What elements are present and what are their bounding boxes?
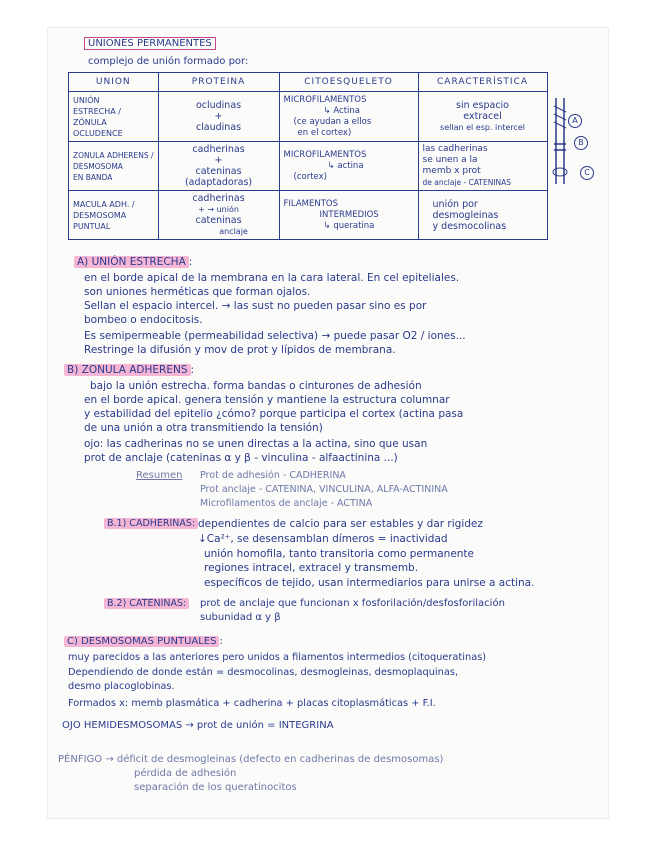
subsection-b2-line: subunidad α y β <box>200 612 281 623</box>
page-title <box>84 38 216 49</box>
footer-line: pérdida de adhesión <box>134 768 237 779</box>
section-a-line: Sellan el espacio intercel. → las sust no pueden pasar sino es por <box>84 300 427 312</box>
section-b-line: en el borde apical. genera tensión y mantiene la estructura columnar <box>84 394 450 406</box>
section-b-heading: B) ZONULA ADHERENS : <box>64 364 194 376</box>
union-table <box>68 72 548 240</box>
table-row <box>69 191 548 240</box>
table-cell: las cadherinas se unen a la memb x prot de anclaje - CATENINAS <box>418 142 547 191</box>
section-c-line: desmo placoglobinas. <box>68 681 175 692</box>
section-b-line: prot de anclaje (cateninas α y β - vinculina - alfaactinina ...) <box>84 452 398 464</box>
section-c-line: muy parecidos a las anteriores pero unidos a filamentos intermedios (citoqueratinas) <box>68 652 487 663</box>
subsection-b1-line: ↓Ca²⁺, se desensamblan dímeros = inactividad <box>198 533 448 545</box>
resumen-line: Microfilamentos de anclaje - ACTINA <box>200 498 373 509</box>
resumen-line: Prot anclaje - CATENINA, VINCULINA, ALFA-ACTININA <box>200 484 448 495</box>
table-header: CITOESQUELETO <box>279 73 418 92</box>
section-b-line: bajo la unión estrecha. forma bandas o cinturones de adhesión <box>90 380 422 392</box>
table-cell: MICROFILAMENTOS ↳ Actina (ce ayudan a ellos en el cortex) <box>279 92 418 142</box>
page-title-text: UNIONES PERMANENTES <box>84 37 216 50</box>
section-c-line: Dependiendo de donde están = desmocolinas, desmogleinas, desmoplaquinas, <box>68 667 459 678</box>
section-a-heading: A) UNIÓN ESTRECHA : <box>74 256 192 268</box>
footer-line: PÉNFIGO → déficit de desmogleinas (defecto en cadherinas de desmosomas) <box>58 754 444 765</box>
section-b-line: ojo: las cadherinas no se unen directas a la actina, sino que usan <box>84 438 428 450</box>
subsection-b2-heading: B.2) CATENINAS: <box>104 598 189 609</box>
table-row <box>69 92 548 142</box>
table-cell: MACULA ADH. / DESMOSOMA PUNTUAL <box>69 191 159 240</box>
subsection-b1-line: unión homofila, tanto transitoria como permanente <box>204 548 475 560</box>
subsection-b2-line: prot de anclaje que funcionan x fosforilación/desfosforilación <box>200 598 505 609</box>
section-c-heading: C) DESMOSOMAS PUNTUALES : <box>64 636 223 647</box>
table-header: UNION <box>69 73 159 92</box>
section-a-line: bombeo o endocitosis. <box>84 314 203 326</box>
section-a-line: en el borde apical de la membrana en la cara lateral. En cel epiteliales. <box>84 272 460 284</box>
section-a-line: Es semipermeable (permeabilidad selectiva) → puede pasar O2 / iones... <box>84 330 466 342</box>
section-a-line: son uniones herméticas que forman ojalos. <box>84 286 311 298</box>
section-b-line: y estabilidad del epitelio ¿cómo? porque participa el cortex (actina pasa <box>84 408 464 420</box>
subsection-b1-line: regiones intracel, extracel y transmemb. <box>204 562 419 574</box>
table-cell: cadherinas + cateninas (adaptadoras) <box>158 142 279 191</box>
subsection-b1-line: dependientes de calcio para ser estables y dar rigidez <box>198 518 483 530</box>
table-cell: MICROFILAMENTOS ↳ actina (cortex) <box>279 142 418 191</box>
table-row <box>69 142 548 191</box>
table-cell: ZONULA ADHERENS / DESMOSOMA EN BANDA <box>69 142 159 191</box>
table-cell: unión por desmogleinas y desmocolinas <box>418 191 547 240</box>
side-label-b: B <box>574 136 588 150</box>
table-cell: FILAMENTOS INTERMEDIOS ↳ queratina <box>279 191 418 240</box>
section-b-line: de una unión a otra transmitiendo la tensión) <box>84 422 323 434</box>
table-cell: ocludinas + claudinas <box>158 92 279 142</box>
resumen-line: Prot de adhesión - CADHERINA <box>200 470 346 481</box>
table-cell: sin espacio extracel sellan el esp. intercel <box>418 92 547 142</box>
table-cell: UNIÓN ESTRECHA / ZÓNULA OCLUDENCE <box>69 92 159 142</box>
resumen-label: Resumen <box>136 470 183 481</box>
table-cell: cadherinas + → unión cateninas anclaje <box>158 191 279 240</box>
side-label-a: A <box>568 114 582 128</box>
side-label-c: C <box>580 166 594 180</box>
subsection-b1-line: específicos de tejido, usan intermediarios para unirse a actina. <box>204 577 535 589</box>
section-a-line: Restringe la difusión y mov de prot y lípidos de membrana. <box>84 344 396 356</box>
section-c-line: Formados x: memb plasmática + cadherina + placas citoplasmáticas + F.I. <box>68 698 436 709</box>
footer-line: separación de los queratinocitos <box>134 782 297 793</box>
table-header: CARACTERÍSTICA <box>418 73 547 92</box>
table-header: PROTEINA <box>158 73 279 92</box>
subsection-b1-heading: B.1) CADHERINAS: <box>104 518 198 529</box>
table-header-row <box>69 73 548 92</box>
section-c-ojo: OJO HEMIDESMOSOMAS → prot de unión = INTEGRINA <box>62 720 334 731</box>
page-subtitle: complejo de unión formado por: <box>88 56 249 67</box>
